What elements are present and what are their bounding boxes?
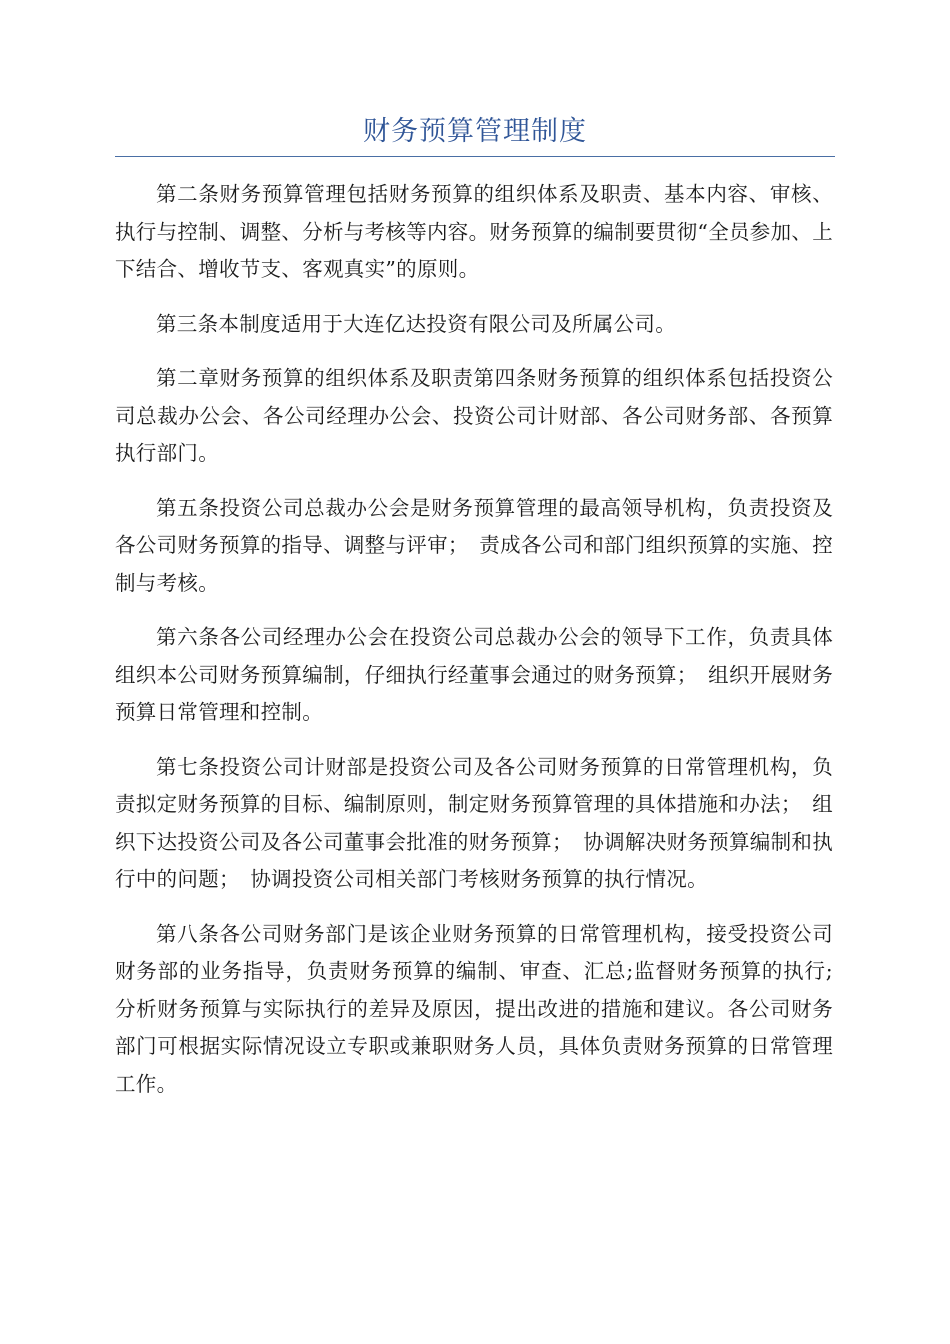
document-body	[115, 176, 833, 1120]
document-title: 财务预算管理制度	[363, 116, 587, 147]
paragraph-article-6: 第六条各公司经理办公会在投资公司总裁办公会的领导下工作，负责具体组织本公司财务预算编制，仔细执行经董事会通过的财务预算； 组织开展财务预算日常管理和控制。	[115, 625, 833, 724]
paragraph-article-2: 第二条财务预算管理包括财务预算的组织体系及职责、基本内容、审核、执行与控制、调整、分析与考核等内容。财务预算的编制要贯彻“全员参加、上下结合、增收节支、客观真实”的原则。	[115, 182, 833, 281]
paragraph-article-7: 第七条投资公司计财部是投资公司及各公司财务预算的日常管理机构，负责拟定财务预算的目标、编制原则，制定财务预算管理的具体措施和办法； 组织下达投资公司及各公司董事会批准的财务预算； 协调解决财务预算编制和执行中的问题； 协调投资公司相关部门考核财务预算的执行情况。	[115, 754, 833, 891]
title-block	[115, 112, 835, 157]
paragraph-chapter-2-article-4: 第二章财务预算的组织体系及职责第四条财务预算的组织体系包括投资公司总裁办公会、各公司经理办公会、投资公司计财部、各公司财务部、各预算执行部门。	[115, 366, 833, 465]
paragraph-article-5: 第五条投资公司总裁办公会是财务预算管理的最高领导机构，负责投资及各公司财务预算的指导、调整与评审； 责成各公司和部门组织预算的实施、控制与考核。	[115, 495, 833, 595]
paragraph-article-8: 第八条各公司财务部门是该企业财务预算的日常管理机构，接受投资公司财务部的业务指导，负责财务预算的编制、审查、汇总;监督财务预算的执行;分析财务预算与实际执行的差异及原因，提出改进的措施和建议。各公司财务部门可根据实际情况设立专职或兼职财务人员，具体负责财务预算的日常管理工作。	[115, 921, 833, 1096]
paragraph-article-3: 第三条本制度适用于大连亿达投资有限公司及所属公司。	[156, 311, 676, 336]
